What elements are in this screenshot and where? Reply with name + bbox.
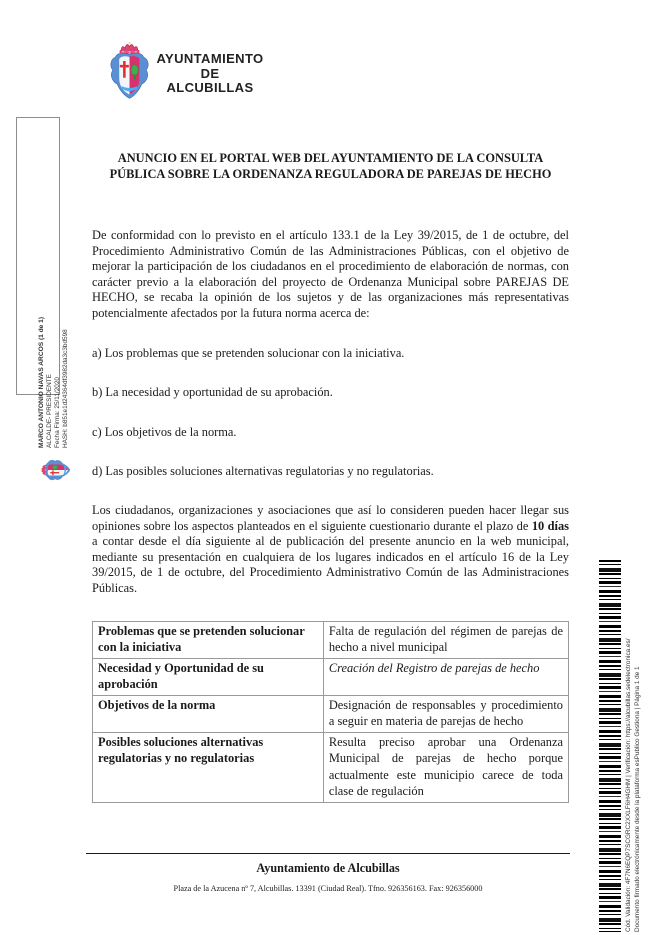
table-row-value: Resulta preciso aprobar una Ordenanza Municipal de parejas de hecho porque actualmente este municipio carece de toda clase de regulación [323, 732, 568, 802]
footer-address: Plaza de la Azucena nº 7, Alcubillas. 13391 (Ciudad Real). Tfno. 926356163. Fax: 926356000 [173, 884, 483, 893]
paragraph-deadline-part1: Los ciudadanos, organizaciones y asociaciones que así lo consideren pueden hacer llegar sus opiniones sobre los aspectos planteados en el siguiente cuestionario durante el plazo de [92, 502, 569, 533]
table-row-label: Objetivos de la norma [93, 695, 324, 732]
signature-strip [16, 117, 69, 448]
table-row [93, 621, 569, 658]
table-row [93, 658, 569, 695]
platform-line: Documento firmado electrónicamente desde la plataforma esPublico Gestiona | Página 1 de 1 [634, 666, 641, 932]
table-row-value: Creación del Registro de parejas de hecho [323, 658, 568, 695]
table-row-label: Posibles soluciones alternativas regulatorias y no regulatorias [93, 732, 324, 802]
document-title: ANUNCIO EN EL PORTAL WEB DEL AYUNTAMIENTO DE LA CONSULTA PÚBLICA SOBRE LA ORDENANZA REGULADORA DE PAREJAS DE HECHO [109, 151, 552, 181]
signature-hash: HASH: b851e1d24364df3982da3c3bd598 [62, 329, 69, 448]
header-org-name [152, 52, 268, 96]
table-row [93, 732, 569, 802]
barcode [599, 560, 621, 932]
signature-date: Fecha Firma: 25/11/2020 [54, 377, 61, 448]
list-item-d: d) Las posibles soluciones alternativas regulatorias y no regulatorias. [92, 464, 434, 479]
signer-title: ALCALDE- PRESIDENTE [46, 374, 53, 448]
table-row-value: Designación de responsables y procedimiento a seguir en materia de parejas de hecho [323, 695, 568, 732]
list-item-a: a) Los problemas que se pretenden solucionar con la iniciativa. [92, 345, 405, 360]
document-body [92, 150, 569, 803]
verification-text [624, 560, 642, 932]
consultation-table [92, 621, 569, 803]
table-row-label: Necesidad y Oportunidad de su aprobación [93, 658, 324, 695]
paragraph-deadline-part2: a contar desde el día siguiente al de publicación del presente anuncio en la web municipal, mediante su presentación en cualquiera de los lugares indicados en el artículo 16 de la Ley 39/2015, de 1 de octubre, del Procedimiento Administrativo Común de las Administraciones Públicas. [92, 534, 569, 595]
table-row-value: Falta de regulación del régimen de parejas de hecho a nivel municipal [323, 621, 568, 658]
coat-of-arms-small-icon [39, 455, 71, 485]
coat-of-arms-icon [107, 36, 152, 104]
signer-name: MARCO ANTONIO NAVAS ARCOS (1 de 1) [38, 316, 45, 448]
list-item-b: b) La necesidad y oportunidad de su aprobación. [92, 385, 333, 400]
header-org-line: ALCUBILLAS [166, 80, 254, 95]
document-footer [86, 853, 570, 893]
header-org-line: DE [200, 65, 220, 81]
paragraph-intro: De conformidad con lo previsto en el artículo 133.1 de la Ley 39/2015, de 1 de octubre, del Procedimiento Administrativo Común de las Administraciones Públicas, con el objetivo de mejorar la participación de los ciudadanos en el procedimiento de elaboración de normas, con carácter previo a la elaboración del proyecto de Ordenanza Municipal sobre PAREJAS DE HECHO, se recaba la opinión de los sujetos y de las organizaciones más representativas potencialmente afectados por la futura norma acerca de: [92, 228, 569, 320]
table-row-label: Problemas que se pretenden solucionar con la iniciativa [93, 621, 324, 658]
list-item-c: c) Los objetivos de la norma. [92, 424, 237, 439]
deadline-days: 10 días [531, 518, 570, 533]
paragraph-deadline [92, 503, 569, 597]
validation-code-line: Cód. Validación: 4F7N6EQP7SCGRC2XXLF6H4GHM | Verificación: https://alcubillas.sedelectronica.es/ [625, 638, 632, 932]
header-org-line: AYUNTAMIENTO [156, 51, 264, 66]
table-row [93, 695, 569, 732]
footer-org-name: Ayuntamiento de Alcubillas [256, 861, 400, 875]
signature-text [38, 242, 71, 448]
